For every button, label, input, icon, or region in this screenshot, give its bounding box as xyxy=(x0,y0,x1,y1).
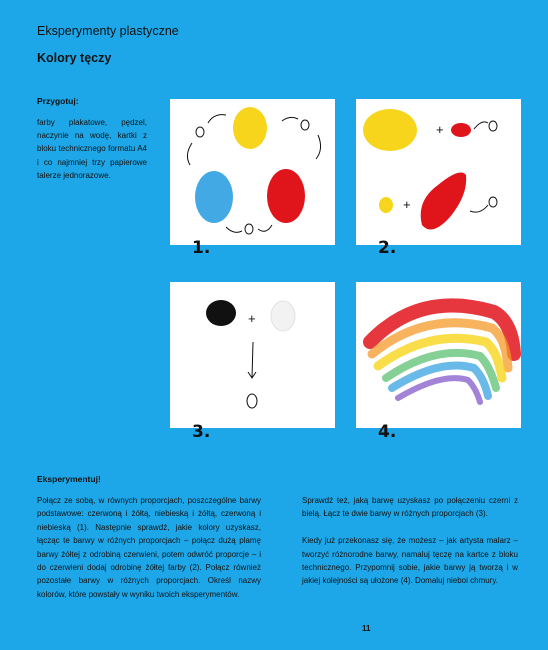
primary-colors-drawing xyxy=(170,99,335,245)
small-red-blob xyxy=(451,123,471,137)
arrow xyxy=(258,225,272,231)
page-number: 11 xyxy=(362,624,371,633)
step-3-illustration xyxy=(170,282,335,428)
experiment-paragraph-3: Kiedy już przekonasz się, że możesz – jak artysta malarz – tworzyć różnorodne barwy, namaluj tęczę na kartce z bloku technicznego. Przypomnij sobie, jakie barwy ją tworzą i w jakiej kolejności są ułożone (4). Domaluj nieboi chmury. xyxy=(302,536,518,586)
step-2-number: 2. xyxy=(378,238,397,258)
arrow xyxy=(282,117,298,121)
red-paint-blob xyxy=(267,169,305,223)
result-circle xyxy=(489,197,497,207)
lesson-title: Kolory tęczy xyxy=(37,51,112,65)
arrow xyxy=(226,227,242,232)
black-paint-blob xyxy=(206,300,236,326)
arrow xyxy=(474,122,488,129)
white-paint-blob xyxy=(271,301,295,331)
prepare-text: farby plakatowe, pędzel, naczynie na wodę, kartki z bloku technicznego formatu A4 i co najmniej trzy papierowe talerze jednorazowe. xyxy=(37,118,147,180)
large-red-blob xyxy=(421,173,466,230)
mix-circle xyxy=(245,224,253,234)
small-yellow-blob xyxy=(379,197,393,213)
experiment-paragraph-2: Sprawdź też, jaką barwę uzyskasz po połączeniu czerni z bielą. Łącz te dwie barwy w różnych proporcjach (3). xyxy=(302,496,518,519)
arrow xyxy=(316,135,321,159)
step-1-number: 1. xyxy=(192,238,211,258)
result-circle xyxy=(489,121,497,131)
yellow-red-mixing-drawing xyxy=(356,99,521,245)
step-3-number: 3. xyxy=(192,422,211,442)
series-title: Eksperymenty plastyczne xyxy=(37,24,179,38)
arrow xyxy=(470,205,488,212)
experiment-heading: Eksperymentuj! xyxy=(37,474,101,484)
mix-circle xyxy=(301,120,309,130)
prepare-heading: Przygotuj: xyxy=(37,96,79,106)
yellow-paint-blob xyxy=(233,107,267,149)
arrow xyxy=(208,115,226,123)
down-arrow xyxy=(252,342,253,378)
experiment-column-2 xyxy=(302,494,518,601)
plus-sign: + xyxy=(436,122,444,137)
result-circle xyxy=(247,394,257,408)
blue-paint-blob xyxy=(195,171,233,223)
plus-sign: + xyxy=(403,197,411,212)
rainbow-drawing xyxy=(356,282,521,428)
step-4-number: 4. xyxy=(378,422,397,442)
large-yellow-blob xyxy=(363,109,417,151)
plus-sign: + xyxy=(248,311,256,326)
step-2-illustration xyxy=(356,99,521,245)
arrow xyxy=(187,143,192,165)
black-white-mixing-drawing xyxy=(170,282,335,428)
step-1-illustration xyxy=(170,99,335,245)
step-4-illustration xyxy=(356,282,521,428)
experiment-column-1: Połącz ze sobą, w równych proporcjach, poszczególne barwy podstawowe: czerwoną i żółtą, niebieską i żółtą, czerwoną i niebieską (1). Następnie sprawdź, jakie kolory uzyskasz, łącząc te barwy w różnych proporcjach – połącz dużą plamę barwy żółtej z odrobiną czerwieni, potem odwróć proporcje – i do czerwieni dodaj odrobinę żółtej farby (2). Połącz również pozostałe barwy w różnych proporcjach. Określ nazwy kolorów, które powstały w wyniku twoich eksperymentów. xyxy=(37,496,261,599)
mix-circle xyxy=(196,127,204,137)
